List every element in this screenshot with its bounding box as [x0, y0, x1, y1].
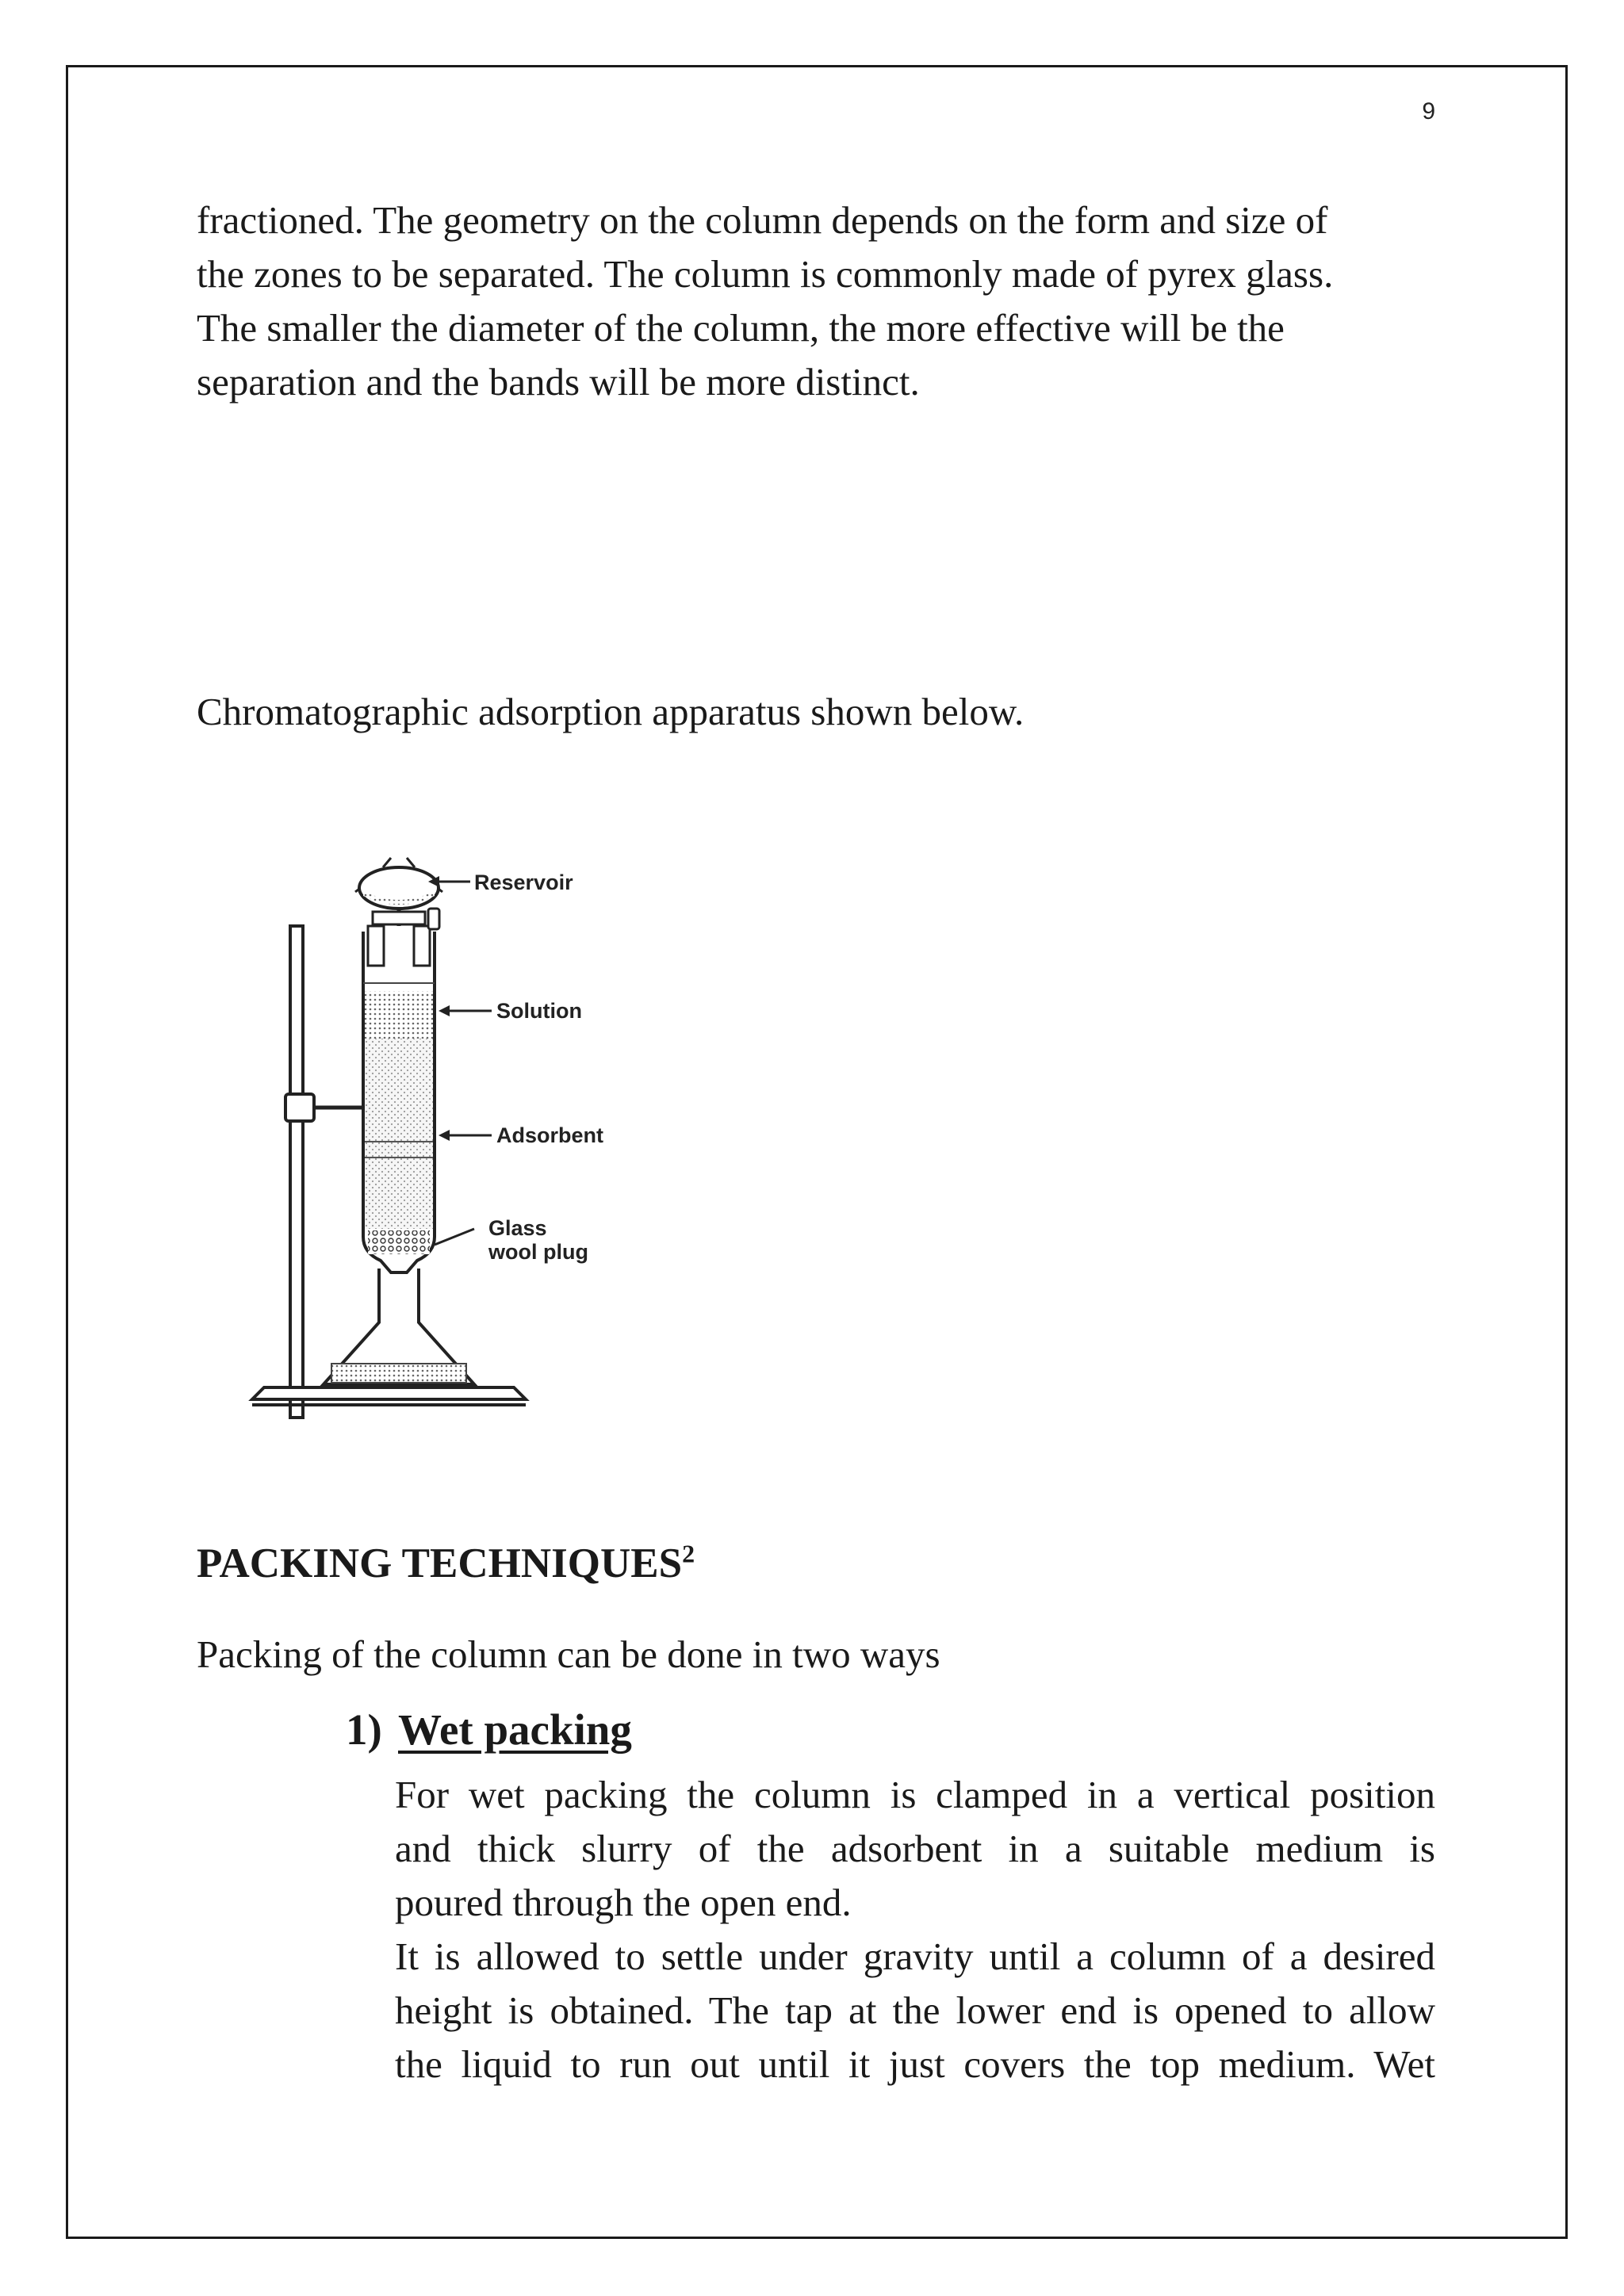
section-lead: Packing of the column can be done in two ways: [197, 1632, 940, 1676]
paragraph-line: the liquid to run out until it just covers the top medium. Wet: [395, 2042, 1435, 2086]
intro-line: separation and the bands will be more distinct.: [197, 360, 920, 404]
subsection-heading: [346, 1705, 632, 1755]
chromatography-apparatus-figure: [197, 840, 688, 1427]
adsorbent-label-arrow: [439, 1130, 492, 1141]
subsection-number: 1): [346, 1705, 382, 1754]
intro-line: The smaller the diameter of the column, the more effective will be the: [197, 306, 1285, 350]
page-number: 9: [1422, 98, 1435, 124]
intro-line: fractioned. The geometry on the column depends on the form and size of: [197, 198, 1328, 242]
section-heading-superscript: 2: [682, 1539, 695, 1568]
column: [363, 926, 435, 1272]
section-heading-text: PACKING TECHNIQUES: [197, 1540, 683, 1586]
figure-caption: Chromatographic adsorption apparatus shown below.: [197, 690, 1025, 733]
reservoir-label: Reservoir: [474, 871, 573, 894]
reservoir: [355, 858, 442, 929]
paragraph-line: height is obtained. The tap at the lower end is opened to allow: [395, 1988, 1435, 2032]
intro-line: the zones to be separated. The column is commonly made of pyrex glass.: [197, 252, 1334, 296]
glass-wool-label-arrow: [435, 1229, 474, 1245]
section-heading: [197, 1540, 695, 1587]
glass-wool-plug: [368, 1230, 430, 1254]
paragraph-line: poured through the open end.: [395, 1881, 852, 1924]
solution-label: Solution: [496, 999, 582, 1023]
intro-paragraph: [197, 193, 1402, 409]
receiving-flask: [324, 1269, 474, 1384]
wet-packing-paragraph: [395, 1768, 1435, 2091]
adsorbent-label: Adsorbent: [496, 1123, 603, 1147]
stand-rod: [290, 926, 303, 1418]
glass-wool-label-line1: Glass: [488, 1216, 547, 1240]
paragraph-line: It is allowed to settle under gravity until a column of a desired: [395, 1934, 1435, 1978]
solution-label-arrow: [439, 1005, 492, 1016]
glass-wool-label-line2: wool plug: [488, 1240, 588, 1264]
solution-band: [365, 991, 433, 1039]
subsection-title: Wet packing: [398, 1705, 632, 1754]
paragraph-line: and thick slurry of the adsorbent in a suitable medium is: [395, 1827, 1435, 1870]
adsorbent-band: [365, 1039, 433, 1229]
paragraph-line: For wet packing the column is clamped in a vertical position: [395, 1773, 1435, 1816]
